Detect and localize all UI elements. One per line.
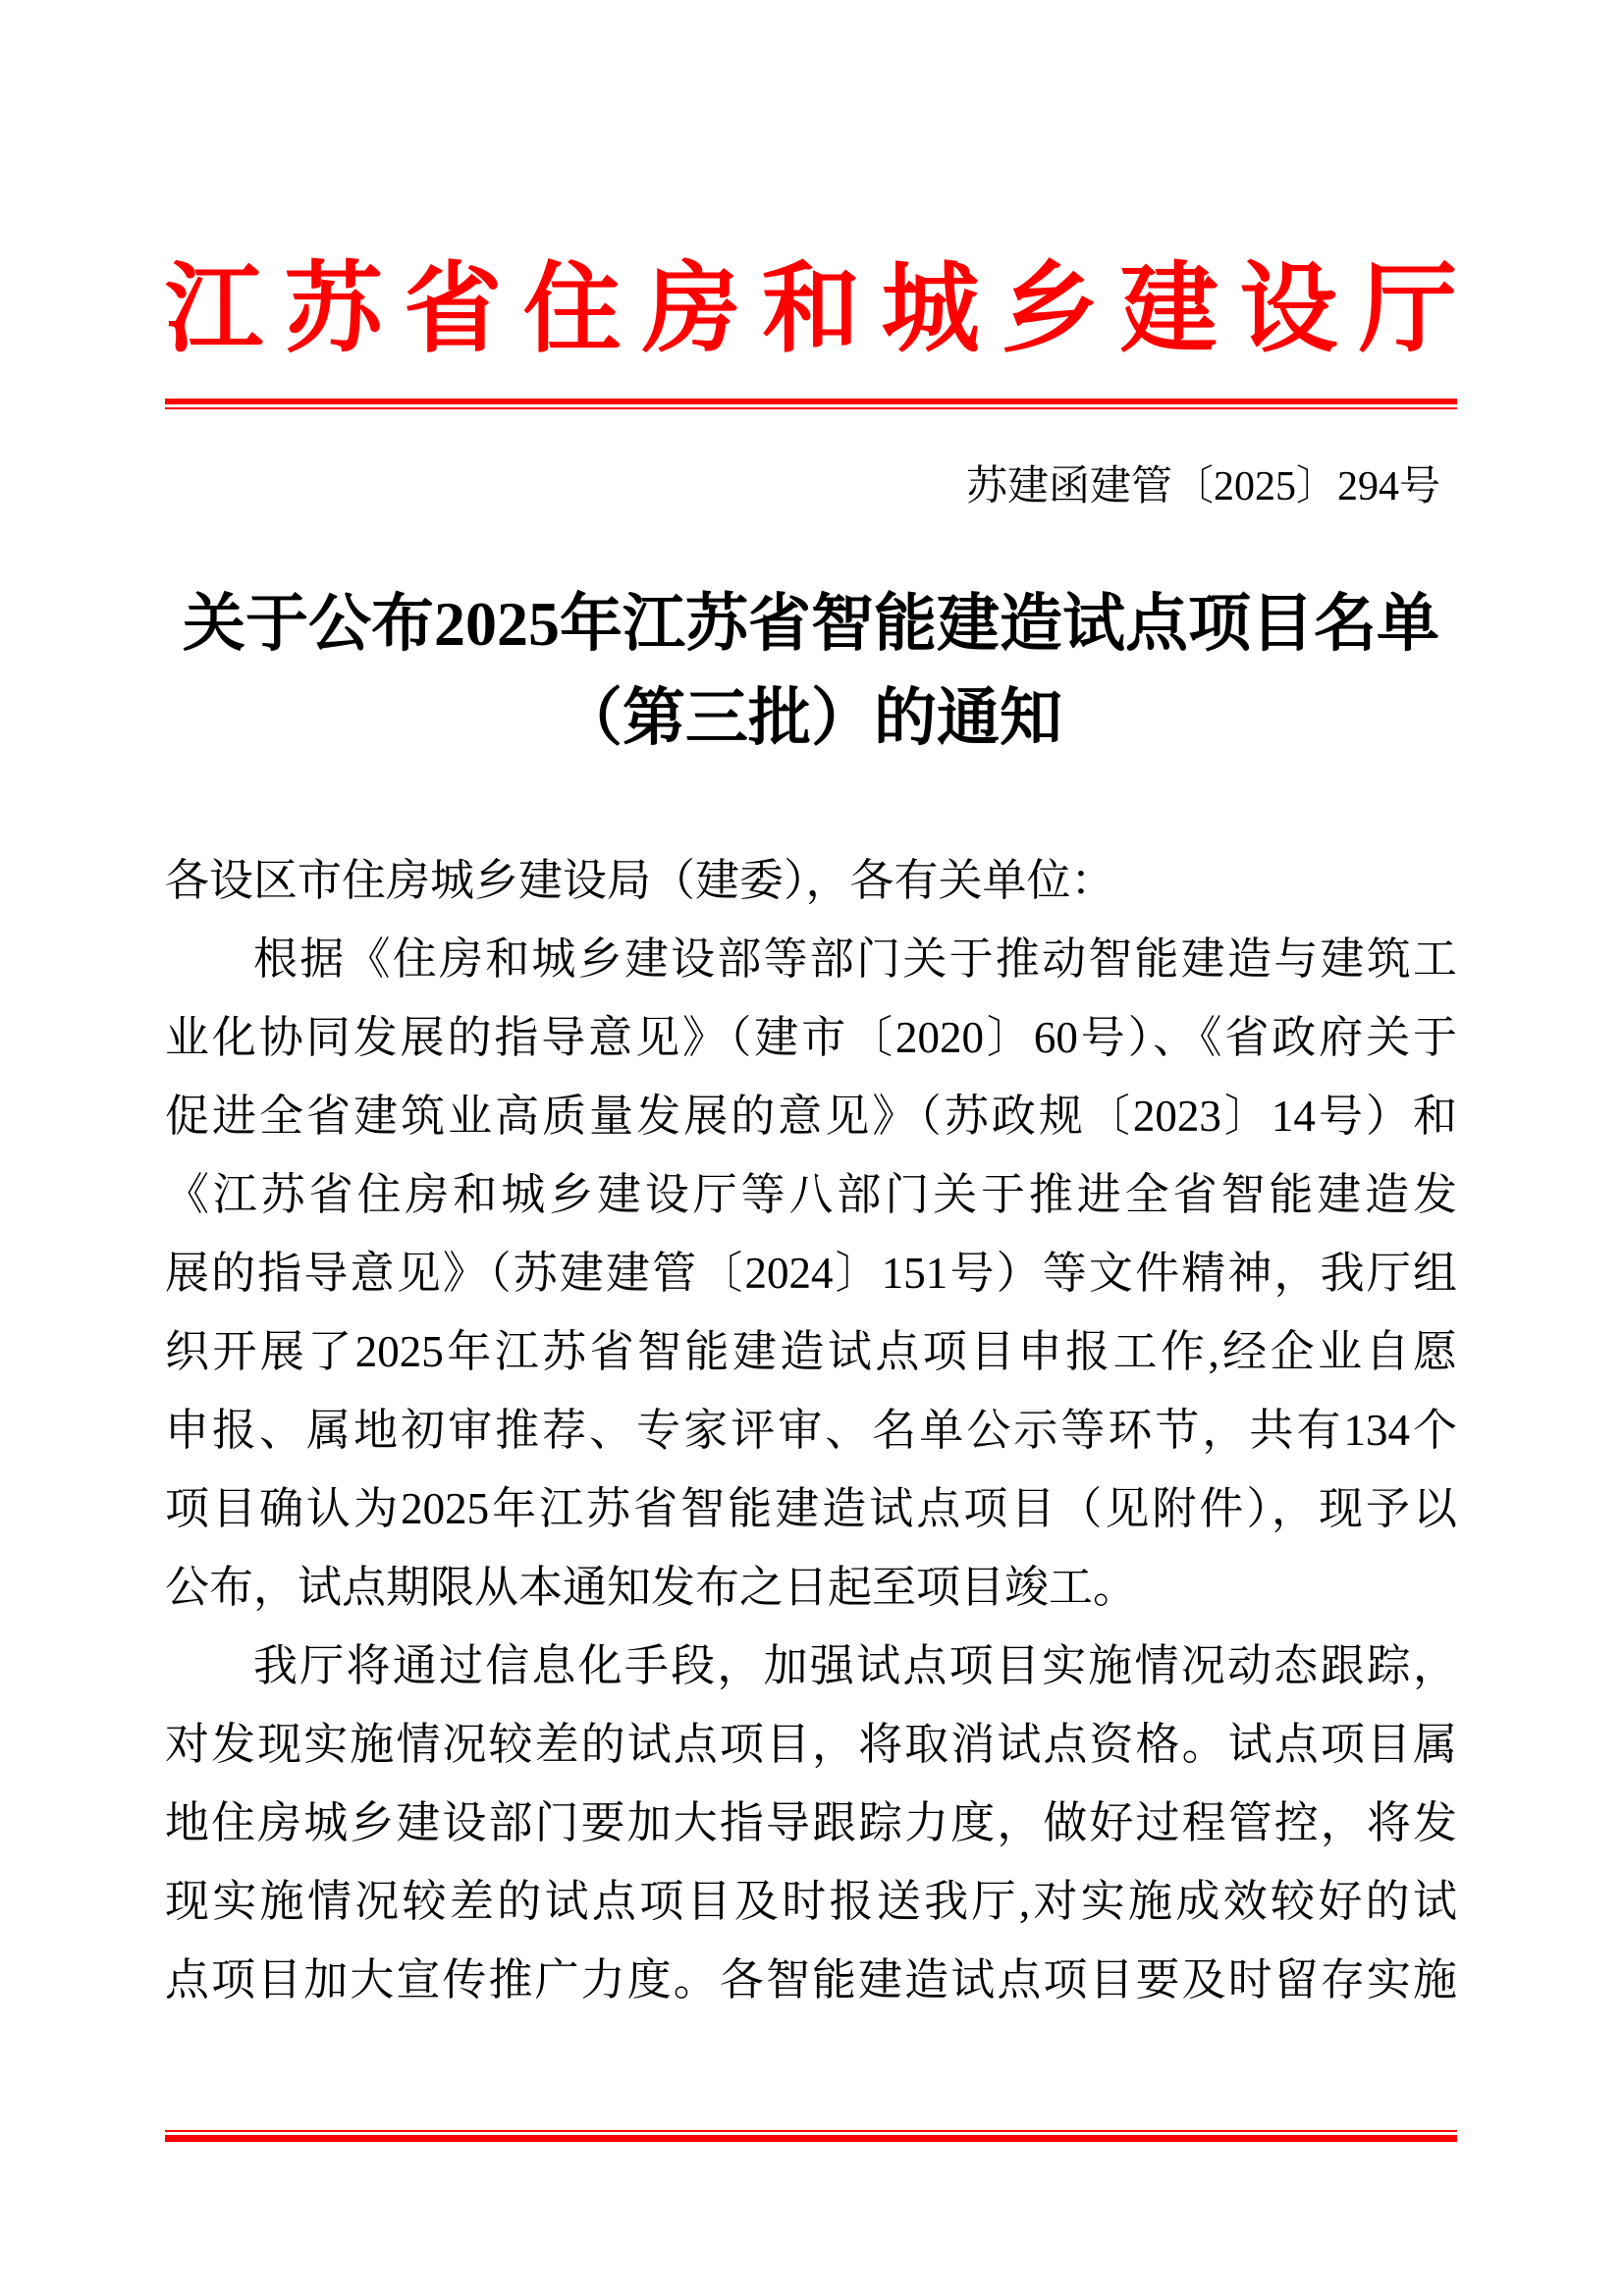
body-line: 地住房城乡建设部门要加大指导跟踪力度，做好过程管控，将发: [165, 1798, 1457, 1847]
body-line: 点项目加大宣传推广力度。各智能建造试点项目要及时留存实施: [165, 1955, 1457, 2004]
body-line: 促进全省建筑业高质量发展的意见》（苏政规〔2023〕14号）和: [165, 1092, 1457, 1141]
body-line: 项目确认为2025年江苏省智能建造试点项目（见附件），现予以: [165, 1484, 1457, 1533]
salutation-line: 各设区市住房城乡建设局（建委），各有关单位：: [165, 856, 1115, 905]
body-line: 对发现实施情况较差的试点项目，将取消试点资格。试点项目属: [165, 1720, 1457, 1769]
body-line: 展的指导意见》（苏建建管〔2024〕151号）等文件精神，我厅组: [165, 1249, 1457, 1298]
notice-title: [165, 577, 1457, 766]
agency-masthead-title: 江苏省住房和城乡建设厅: [165, 255, 1457, 364]
body-line: 根据《住房和城乡建设部等部门关于推动智能建造与建筑工: [253, 934, 1457, 984]
body-line: 《江苏省住房和城乡建设厅等八部门关于推进全省智能建造发: [165, 1170, 1457, 1219]
body-line: 业化协同发展的指导意见》（建市〔2020〕60号）、《省政府关于: [165, 1013, 1457, 1062]
divider-thin-line: [165, 407, 1457, 409]
notice-title-line-2: （第三批）的通知: [560, 683, 1062, 753]
notice-body: [165, 841, 1457, 2019]
body-line: 公布，试点期限从本通知发布之日起至项目竣工。: [165, 1563, 1138, 1612]
body-line: 织开展了2025年江苏省智能建造试点项目申报工作,经企业自愿: [165, 1327, 1457, 1376]
divider-thick-bar: [165, 2135, 1457, 2142]
body-line: 申报、属地初审推荐、专家评审、名单公示等环节，共有134个: [165, 1406, 1457, 1455]
notice-title-line-1: 关于公布2025年江苏省智能建造试点项目名单: [183, 589, 1439, 659]
body-line: 现实施情况较差的试点项目及时报送我厅,对实施成效较好的试: [165, 1877, 1457, 1926]
masthead-divider-rule: [165, 399, 1457, 409]
body-line: 我厅将通过信息化手段，加强试点项目实施情况动态跟踪，: [253, 1641, 1457, 1690]
document-reference-number: 苏建函建管〔2025〕294号: [965, 464, 1440, 509]
footer-divider-rule: [165, 2130, 1457, 2142]
